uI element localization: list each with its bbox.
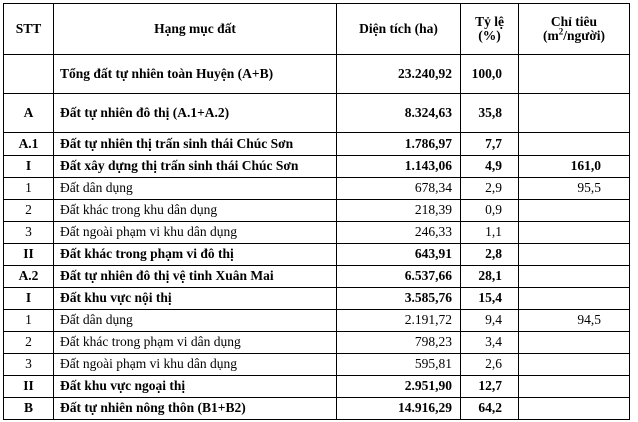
cell-index [519,222,630,244]
cell-name: Đất tự nhiên đô thị (A.1+A.2) [54,94,337,133]
header-area: Diện tích (ha) [337,4,461,55]
cell-ratio: 1,1 [461,222,519,244]
header-index [519,4,630,55]
cell-name: Đất khu vực nội thị [54,288,337,310]
cell-index: 161,0 [519,156,630,178]
cell-index [519,398,630,420]
cell-ratio: 7,7 [461,133,519,156]
header-index-line1: Chỉ tiêu [550,13,598,29]
header-ratio-line2: (%) [478,28,501,43]
header-index-pre: (m [542,28,559,43]
cell-stt: 1 [4,178,54,200]
cell-name: Đất khác trong khu dân dụng [54,200,337,222]
cell-ratio: 2,9 [461,178,519,200]
table-row [4,156,630,178]
cell-stt: 1 [4,310,54,332]
cell-area: 6.537,66 [337,266,461,288]
cell-ratio: 12,7 [461,376,519,398]
table-row [4,354,630,376]
cell-stt: I [4,156,54,178]
header-index-post: /người) [563,28,606,43]
cell-name: Đất xây dựng thị trấn sinh thái Chúc Sơn [54,156,337,178]
table-row [4,55,630,94]
cell-area: 23.240,92 [337,55,461,94]
header-stt: STT [4,4,54,55]
header-category: Hạng mục đất [54,4,337,55]
cell-name: Đất khác trong phạm vi đô thị [54,244,337,266]
cell-area: 643,91 [337,244,461,266]
table-row [4,266,630,288]
cell-name: Đất dân dụng [54,178,337,200]
land-use-table-container [3,3,629,415]
cell-stt: A.1 [4,133,54,156]
header-ratio [461,4,519,55]
cell-index: 94,5 [519,310,630,332]
table-row [4,244,630,266]
cell-stt: 2 [4,200,54,222]
cell-ratio: 35,8 [461,94,519,133]
land-use-table [3,3,630,420]
cell-stt: 2 [4,332,54,354]
cell-area: 1.143,06 [337,156,461,178]
cell-name: Đất dân dụng [54,310,337,332]
cell-stt: A.2 [4,266,54,288]
cell-index [519,354,630,376]
cell-index [519,200,630,222]
header-ratio-line1: Tỷ lệ [475,13,504,29]
cell-index [519,332,630,354]
cell-area: 678,34 [337,178,461,200]
cell-area: 2.951,90 [337,376,461,398]
table-row [4,94,630,133]
cell-stt: 3 [4,222,54,244]
cell-name: Đất ngoài phạm vi khu dân dụng [54,354,337,376]
table-row [4,133,630,156]
cell-ratio: 15,4 [461,288,519,310]
cell-area: 14.916,29 [337,398,461,420]
cell-index [519,288,630,310]
table-row [4,178,630,200]
cell-ratio: 64,2 [461,398,519,420]
table-row [4,288,630,310]
cell-area: 595,81 [337,354,461,376]
cell-area: 2.191,72 [337,310,461,332]
table-row [4,310,630,332]
cell-ratio: 2,8 [461,244,519,266]
cell-area: 3.585,76 [337,288,461,310]
header-index-line2 [521,26,627,43]
table-row [4,332,630,354]
table-row [4,200,630,222]
cell-name: Đất tự nhiên nông thôn (B1+B2) [54,398,337,420]
header-row [4,4,630,55]
cell-index [519,94,630,133]
cell-stt: A [4,94,54,133]
cell-area: 246,33 [337,222,461,244]
cell-ratio: 28,1 [461,266,519,288]
cell-ratio: 4,9 [461,156,519,178]
cell-stt: II [4,376,54,398]
table-row [4,398,630,420]
cell-name: Tổng đất tự nhiên toàn Huyện (A+B) [54,55,337,94]
cell-ratio: 2,6 [461,354,519,376]
cell-name: Đất khác trong phạm vi dân dụng [54,332,337,354]
cell-stt: 3 [4,354,54,376]
cell-area: 1.786,97 [337,133,461,156]
cell-area: 8.324,63 [337,94,461,133]
cell-ratio: 0,9 [461,200,519,222]
cell-index: 95,5 [519,178,630,200]
cell-area: 218,39 [337,200,461,222]
cell-name: Đất khu vực ngoại thị [54,376,337,398]
cell-area: 798,23 [337,332,461,354]
header-index-sup: 2 [558,26,564,37]
cell-stt: B [4,398,54,420]
table-row [4,222,630,244]
cell-name: Đất ngoài phạm vi khu dân dụng [54,222,337,244]
table-row [4,376,630,398]
cell-stt: II [4,244,54,266]
cell-ratio: 3,4 [461,332,519,354]
cell-index [519,266,630,288]
cell-ratio: 100,0 [461,55,519,94]
cell-stt [4,55,54,94]
cell-index [519,55,630,94]
cell-stt: I [4,288,54,310]
cell-index [519,376,630,398]
table-body [4,55,630,420]
cell-ratio: 9,4 [461,310,519,332]
cell-name: Đất tự nhiên thị trấn sinh thái Chúc Sơn [54,133,337,156]
cell-name: Đất tự nhiên đô thị vệ tinh Xuân Mai [54,266,337,288]
cell-index [519,244,630,266]
cell-index [519,133,630,156]
